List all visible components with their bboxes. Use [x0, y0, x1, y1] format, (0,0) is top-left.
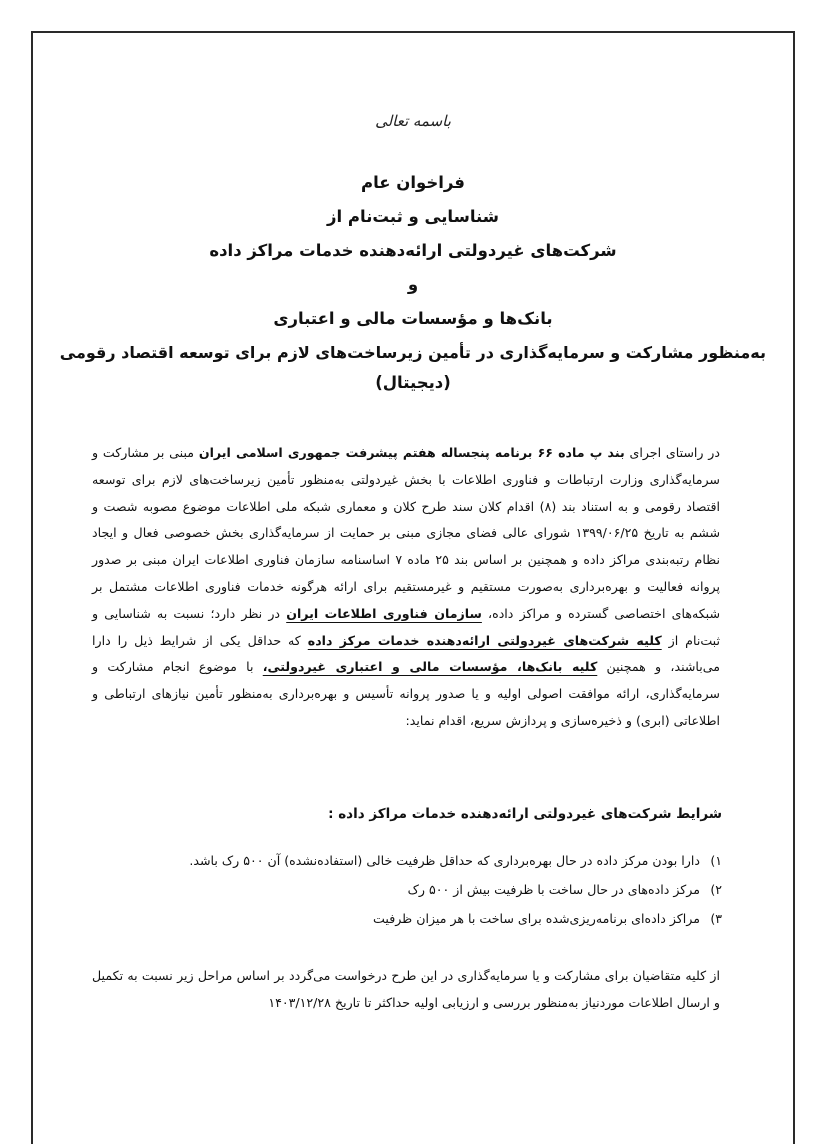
intro-paragraph [92, 440, 720, 735]
p1-text-2: مبنی بر مشارکت و سرمایه‌گذاری وزارت ارتباطات و فناوری اطلاعات با بخش غیردولتی به‌منظور تأمین زیرساخت‌های لازم برای توسعه اقتصاد رقومی و به استناد بند (۸) اقدام کلان سند طرح کلان و معماری شبکه ملی اطلاعات موضوع مصوبه شصت و ششم به تاریخ ۱۳۹۹/۰۶/۲۵ شورای عالی فضای مجازی مبنی بر حمایت از سرمایه‌گذاری بخش خصوصی فعال و ایجاد نظام رتبه‌بندی مراکز داده و همچنین بر اساس بند ۲۵ ماده ۷ اساسنامه سازمان فناوری اطلاعات ایران مبنی بر صدور پروانه فعالیت و بهره‌برداری به‌صورت مستقیم و غیرمستقیم برای ارائه هرگونه خدمات فناوری اطلاعات مشتمل بر شبکه‌های اختصاصی گسترده و مراکز داده، [92, 445, 721, 621]
condition-text: مرکز داده‌های در حال ساخت با ظرفیت بیش از ۵۰۰ رک [407, 882, 700, 897]
heading-line-2: شناسایی و ثبت‌نام از [327, 207, 499, 226]
condition-item [82, 848, 722, 874]
p1-text-4: که حداقل یکی از شرایط ذیل را دارا می‌باشند، و همچنین [92, 632, 721, 675]
heading-line-6: به‌منظور مشارکت و سرمایه‌گذاری در تأمین زیرساخت‌های لازم برای توسعه اقتصاد رقومی [59, 343, 766, 362]
conditions-list [82, 848, 722, 935]
heading-line-5: بانک‌ها و مؤسسات مالی و اعتباری [273, 309, 553, 328]
condition-item [82, 906, 722, 932]
heading-line-7: (دیجیتال) [375, 373, 451, 392]
condition-number: ۲) [710, 882, 722, 897]
condition-number: ۱) [710, 853, 722, 868]
applicants-paragraph: از کلیه متقاضیان برای مشارکت و یا سرمایه‌گذاری در این طرح درخواست می‌گردد بر اساس مراحل زیر نسبت به تکمیل و ارسال اطلاعات موردنیاز به‌منظور بررسی و ارزیابی اولیه حداکثر تا تاریخ ۱۴۰۳/۱۲/۲۸ [92, 968, 720, 1010]
invocation-handwritten: باسمه تعالی [375, 112, 451, 130]
heading-line-3: شرکت‌های غیردولتی ارائه‌دهنده خدمات مراکز داده [209, 241, 617, 260]
condition-item [82, 877, 722, 903]
heading-line-4: و [407, 275, 419, 294]
p1-underlined-organization: سازمان فناوری اطلاعات ایران [286, 605, 482, 621]
condition-number: ۳) [710, 911, 722, 926]
heading-line-1: فراخوان عام [360, 173, 465, 192]
p1-text-5: با موضوع انجام مشارکت و سرمایه‌گذاری، ارائه موافقت اصولی اولیه و یا صدور پروانه تأسیس و بهره‌برداری به‌منظور تأمین نیازهای ارتباطی و اطلاعاتی (ابری) و ذخیره‌سازی و پردازش سریع، اقدام نماید: [92, 659, 720, 728]
condition-text: دارا بودن مرکز داده در حال بهره‌برداری که حداقل ظرفیت خالی (استفاده‌نشده) آن ۵۰۰ رک باشد. [189, 853, 700, 868]
p1-text-1: در راستای اجرای [624, 445, 720, 460]
p1-text-3: در نظر دارد؛ نسبت به شناسایی و ثبت‌نام از [92, 605, 720, 648]
conditions-title: شرایط شرکت‌های غیردولتی ارائه‌دهنده خدمات مراکز داده : [328, 806, 722, 822]
announcement-heading [60, 172, 766, 406]
p1-underlined-banks: کلیه بانک‌ها، مؤسسات مالی و اعتباری غیردولتی، [262, 659, 598, 675]
p1-bold-law-ref: بند پ ماده ۶۶ برنامه پنجساله هفتم پیشرفت جمهوری اسلامی ایران [198, 445, 625, 460]
condition-text: مراکز داده‌ای برنامه‌ریزی‌شده برای ساخت با هر میزان ظرفیت [373, 911, 700, 926]
p1-underlined-companies: کلیه شرکت‌های غیردولتی ارائه‌دهنده خدمات مرکز داده [307, 632, 662, 648]
